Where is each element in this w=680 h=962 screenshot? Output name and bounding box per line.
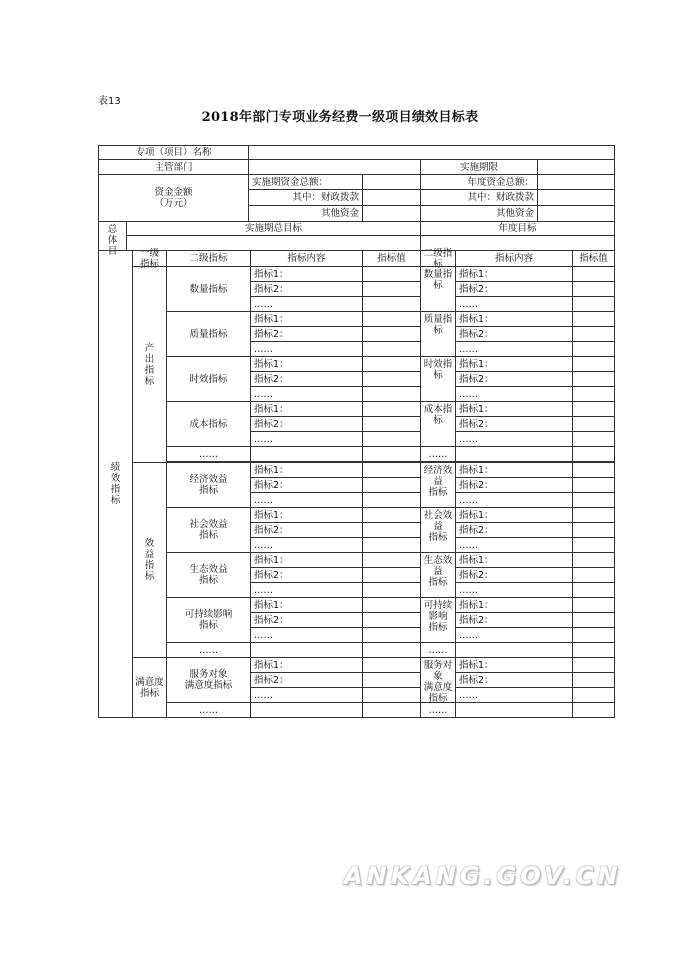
page-title: 2018年部门专项业务经费一级项目绩效目标表: [201, 110, 479, 125]
level1-header: [132, 247, 167, 270]
output-extra-annual-level2-text: ……: [428, 448, 448, 460]
economic-content-1-text: 指标1：: [254, 464, 289, 476]
quality-content-3-text: ……: [254, 343, 273, 355]
timeliness-annual-indicator-label-text: 时效指 标: [423, 359, 453, 381]
satisfaction-extra-level2: [166, 702, 251, 718]
economic-annual-value-3[interactable]: [572, 492, 615, 508]
period-fiscal-field[interactable]: [362, 189, 421, 206]
service-annual-content-2[interactable]: [455, 672, 573, 688]
quantity-value-2[interactable]: [362, 281, 421, 297]
sustainable-annual-value-1[interactable]: [572, 597, 615, 613]
value-header-text: 指标值: [377, 253, 406, 264]
ecological-value-1[interactable]: [362, 552, 421, 568]
ecological-content-1-text: 指标1：: [254, 554, 289, 566]
cost-annual-value-2[interactable]: [572, 416, 615, 432]
impl-period-field[interactable]: [537, 159, 615, 175]
level2-header: [166, 250, 251, 267]
quality-content-1-text: 指标1：: [254, 313, 289, 325]
timeliness-annual-value-2[interactable]: [572, 371, 615, 387]
timeliness-value-3[interactable]: [362, 386, 421, 402]
service-annual-indicator-label: [420, 657, 456, 703]
ecological-content-3[interactable]: [250, 582, 363, 598]
content-header-text: 指标内容: [287, 253, 326, 264]
quantity-content-2[interactable]: [250, 281, 363, 297]
benefit-extra-value: [362, 642, 421, 658]
dept-field[interactable]: [248, 159, 421, 175]
economic-annual-indicator-label-text: 经济效 益 指标: [423, 465, 453, 498]
social-content-3-text: ……: [254, 539, 273, 551]
social-annual-indicator-label-text: 社会效 益 指标: [423, 510, 453, 543]
sustainable-annual-content-2[interactable]: [455, 612, 573, 628]
timeliness-annual-content-2[interactable]: [455, 371, 573, 387]
cost-content-1[interactable]: [250, 401, 363, 417]
service-annual-value-1[interactable]: [572, 657, 615, 673]
social-indicator-label-text: 社会效益 指标: [189, 519, 228, 541]
cost-annual-value-1[interactable]: [572, 401, 615, 417]
quantity-annual-value-2[interactable]: [572, 281, 615, 297]
social-annual-content-3[interactable]: [455, 537, 573, 553]
ecological-annual-content-1[interactable]: [455, 552, 573, 568]
quantity-annual-content-1[interactable]: [455, 266, 573, 282]
cost-annual-indicator-label: [420, 401, 456, 447]
service-value-1[interactable]: [362, 657, 421, 673]
output-extra-content: [250, 446, 363, 462]
quantity-annual-content-3-text: ……: [459, 298, 478, 310]
service-annual-content-3-text: ……: [459, 689, 478, 701]
quality-annual-value-1[interactable]: [572, 311, 615, 327]
cost-content-1-text: 指标1：: [254, 403, 289, 415]
satisfaction-extra-level2-text: ……: [199, 704, 218, 716]
ecological-content-2[interactable]: [250, 567, 363, 583]
annual-goal-label-text: 年度目标: [498, 223, 537, 234]
timeliness-value-2[interactable]: [362, 371, 421, 387]
output-extra-level2: [166, 446, 251, 462]
output-indicators-label: [132, 266, 167, 463]
sustainable-value-3[interactable]: [362, 627, 421, 643]
output-extra-level2-text: ……: [199, 448, 218, 460]
quality-content-2-text: 指标2：: [254, 328, 289, 340]
sustainable-annual-indicator-label: [420, 597, 456, 643]
sustainable-content-3[interactable]: [250, 627, 363, 643]
level2-header-text: 二级指标: [189, 253, 228, 264]
period-other-field[interactable]: [362, 205, 421, 222]
cost-annual-content-2-text: 指标2：: [459, 418, 494, 430]
period-total-field[interactable]: [362, 174, 421, 190]
timeliness-annual-content-3-text: ……: [459, 388, 478, 400]
social-value-1[interactable]: [362, 507, 421, 523]
performance-indicators-label: [98, 250, 133, 718]
annual-level2-header-text: 二级指标: [423, 247, 453, 270]
benefit-extra-level2-text: ……: [199, 644, 218, 656]
timeliness-annual-content-3[interactable]: [455, 386, 573, 402]
quality-value-3[interactable]: [362, 341, 421, 357]
timeliness-content-2-text: 指标2：: [254, 373, 289, 385]
cost-annual-content-3-text: ……: [459, 433, 478, 445]
social-content-2[interactable]: [250, 522, 363, 538]
period-other-label-text: 其他资金: [320, 208, 359, 219]
quality-indicator-label-text: 质量指标: [189, 328, 228, 340]
output-indicators-label-text: 产 出 指 标: [144, 342, 155, 387]
sustainable-annual-value-2[interactable]: [572, 612, 615, 628]
social-indicator-label: [166, 507, 251, 553]
quality-annual-content-2-text: 指标2：: [459, 328, 494, 340]
quantity-content-1-text: 指标1：: [254, 268, 289, 280]
cost-indicator-label-text: 成本指标: [189, 418, 228, 430]
period-goal-label-text: 实施期总目标: [244, 223, 302, 234]
social-annual-value-2[interactable]: [572, 522, 615, 538]
period-other-label: [248, 205, 363, 222]
service-annual-content-1-text: 指标1：: [459, 659, 494, 671]
quantity-value-3[interactable]: [362, 296, 421, 312]
cost-value-3[interactable]: [362, 431, 421, 447]
social-annual-content-3-text: ……: [459, 539, 478, 551]
satisfaction-extra-value: [362, 702, 421, 718]
sustainable-annual-content-2-text: 指标2：: [459, 614, 494, 626]
sustainable-content-1-text: 指标1：: [254, 599, 289, 611]
ecological-value-2[interactable]: [362, 567, 421, 583]
economic-indicator-label-text: 经济效益 指标: [189, 474, 228, 496]
quality-annual-value-2[interactable]: [572, 326, 615, 342]
funding-label-text: 资金金额 （万元）: [154, 187, 193, 209]
sustainable-annual-indicator-label-text: 可持续 影响 指标: [423, 600, 453, 633]
page-label: 表13: [98, 96, 121, 107]
satisfaction-extra-annual-level2: [420, 702, 456, 718]
timeliness-annual-indicator-label: [420, 356, 456, 402]
annual-content-header: [455, 250, 573, 267]
ecological-annual-indicator-label-text: 生态效 益 指标: [423, 555, 453, 588]
ecological-annual-content-2-text: 指标2：: [459, 569, 494, 581]
satisfaction-extra-annual-level2-text: ……: [428, 704, 448, 716]
social-value-3[interactable]: [362, 537, 421, 553]
level1-header-text: 一级 指标: [139, 247, 159, 270]
benefit-extra-content: [250, 642, 363, 658]
quantity-annual-value-3[interactable]: [572, 296, 615, 312]
timeliness-indicator-label: [166, 356, 251, 402]
ecological-annual-value-1[interactable]: [572, 552, 615, 568]
timeliness-annual-content-2-text: 指标2：: [459, 373, 494, 385]
cost-content-2-text: 指标2：: [254, 418, 289, 430]
service-content-3[interactable]: [250, 687, 363, 703]
quantity-indicator-label-text: 数量指标: [189, 283, 228, 295]
quantity-content-3[interactable]: [250, 296, 363, 312]
service-content-2-text: 指标2：: [254, 674, 289, 686]
sustainable-value-1[interactable]: [362, 597, 421, 613]
sustainable-content-2[interactable]: [250, 612, 363, 628]
annual-fiscal-field[interactable]: [537, 189, 615, 206]
benefit-indicators-label: [132, 462, 167, 658]
sustainable-annual-content-1[interactable]: [455, 597, 573, 613]
quality-content-3[interactable]: [250, 341, 363, 357]
timeliness-content-1[interactable]: [250, 356, 363, 372]
project-name-label-text: 专项（项目）名称: [135, 147, 212, 158]
quantity-value-1[interactable]: [362, 266, 421, 282]
economic-content-3[interactable]: [250, 492, 363, 508]
satisfaction-indicators-label: [132, 657, 167, 718]
service-annual-value-2[interactable]: [572, 672, 615, 688]
project-name-field[interactable]: [248, 145, 615, 160]
benefit-extra-annual-value: [572, 642, 615, 658]
quantity-annual-content-2-text: 指标2：: [459, 283, 494, 295]
quantity-content-1[interactable]: [250, 266, 363, 282]
cost-content-3[interactable]: [250, 431, 363, 447]
timeliness-annual-value-1[interactable]: [572, 356, 615, 372]
performance-indicators-label-text: 绩 效 指 标: [110, 462, 121, 506]
quantity-annual-value-1[interactable]: [572, 266, 615, 282]
sustainable-indicator-label-text: 可持续影响 指标: [184, 609, 233, 631]
quantity-annual-indicator-label-text: 数量指 标: [423, 269, 453, 291]
sustainable-annual-content-3[interactable]: [455, 627, 573, 643]
quantity-annual-content-1-text: 指标1：: [459, 268, 494, 280]
value-header: [362, 250, 421, 267]
period-goal-field[interactable]: [126, 235, 421, 251]
watermark: ANKANG.GOV.CN: [344, 862, 622, 890]
annual-other-label: [420, 205, 538, 222]
quantity-content-3-text: ……: [254, 298, 273, 310]
quality-annual-indicator-label: [420, 311, 456, 357]
economic-annual-content-3[interactable]: [455, 492, 573, 508]
economic-content-3-text: ……: [254, 494, 273, 506]
economic-content-2[interactable]: [250, 477, 363, 493]
output-extra-value: [362, 446, 421, 462]
sustainable-content-3-text: ……: [254, 629, 273, 641]
project-name-label: [98, 145, 249, 160]
cost-value-1[interactable]: [362, 401, 421, 417]
sustainable-content-2-text: 指标2：: [254, 614, 289, 626]
timeliness-content-3-text: ……: [254, 388, 273, 400]
quality-content-1[interactable]: [250, 311, 363, 327]
annual-fiscal-label: [420, 189, 538, 206]
quality-value-2[interactable]: [362, 326, 421, 342]
ecological-annual-content-3-text: ……: [459, 584, 478, 596]
output-extra-annual-level2: [420, 446, 456, 462]
economic-indicator-label: [166, 462, 251, 508]
ecological-annual-content-3[interactable]: [455, 582, 573, 598]
cost-annual-content-3[interactable]: [455, 431, 573, 447]
annual-other-label-text: 其他资金: [495, 208, 534, 219]
ecological-content-3-text: ……: [254, 584, 273, 596]
quantity-content-2-text: 指标2：: [254, 283, 289, 295]
content-header: [250, 250, 363, 267]
social-content-1[interactable]: [250, 507, 363, 523]
quality-annual-content-2[interactable]: [455, 326, 573, 342]
social-content-3[interactable]: [250, 537, 363, 553]
cost-annual-content-2[interactable]: [455, 416, 573, 432]
quality-annual-content-1-text: 指标1：: [459, 313, 494, 325]
annual-other-field[interactable]: [537, 205, 615, 222]
ecological-indicator-label: [166, 552, 251, 598]
economic-annual-value-2[interactable]: [572, 477, 615, 493]
impl-period-label: [420, 159, 538, 175]
overall-target-label: [98, 221, 127, 257]
benefit-extra-annual-level2-text: ……: [428, 644, 448, 656]
annual-total-label-text: 年度资金总额：: [467, 176, 534, 188]
timeliness-content-3[interactable]: [250, 386, 363, 402]
social-annual-content-1-text: 指标1：: [459, 509, 494, 521]
impl-period-label-text: 实施期限: [459, 161, 498, 173]
cost-annual-value-3[interactable]: [572, 431, 615, 447]
quality-content-2[interactable]: [250, 326, 363, 342]
ecological-annual-content-1-text: 指标1：: [459, 554, 494, 566]
social-content-1-text: 指标1：: [254, 509, 289, 521]
annual-value-header-text: 指标值: [579, 253, 608, 264]
timeliness-annual-content-1[interactable]: [455, 356, 573, 372]
service-content-1-text: 指标1：: [254, 659, 289, 671]
output-extra-annual-content: [455, 446, 573, 462]
cost-content-3-text: ……: [254, 433, 273, 445]
ecological-content-2-text: 指标2：: [254, 569, 289, 581]
service-annual-value-3[interactable]: [572, 687, 615, 703]
service-value-3[interactable]: [362, 687, 421, 703]
period-total-label-text: 实施期资金总额：: [252, 176, 329, 188]
service-annual-content-3[interactable]: [455, 687, 573, 703]
quality-annual-content-1[interactable]: [455, 311, 573, 327]
social-annual-value-1[interactable]: [572, 507, 615, 523]
ecological-annual-indicator-label: [420, 552, 456, 598]
sustainable-annual-value-3[interactable]: [572, 627, 615, 643]
quality-annual-indicator-label-text: 质量指 标: [423, 314, 453, 336]
economic-annual-content-1-text: 指标1：: [459, 464, 494, 476]
ecological-annual-value-2[interactable]: [572, 567, 615, 583]
timeliness-indicator-label-text: 时效指标: [189, 373, 228, 385]
satisfaction-extra-content: [250, 702, 363, 718]
overall-target-label-text: 总 体 目: [107, 224, 118, 257]
quality-annual-content-3[interactable]: [455, 341, 573, 357]
benefit-extra-annual-level2: [420, 642, 456, 658]
service-content-2[interactable]: [250, 672, 363, 688]
ecological-value-3[interactable]: [362, 582, 421, 598]
quantity-annual-indicator-label: [420, 266, 456, 312]
benefit-indicators-label-text: 效 益 指 标: [144, 538, 155, 582]
timeliness-annual-value-3[interactable]: [572, 386, 615, 402]
service-content-1[interactable]: [250, 657, 363, 673]
quality-annual-value-3[interactable]: [572, 341, 615, 357]
annual-total-label: [420, 174, 538, 190]
economic-annual-value-1[interactable]: [572, 462, 615, 478]
social-annual-value-3[interactable]: [572, 537, 615, 553]
dept-label: [98, 159, 249, 175]
sustainable-annual-content-3-text: ……: [459, 629, 478, 641]
annual-goal-label: [420, 221, 615, 236]
economic-annual-content-3-text: ……: [459, 494, 478, 506]
economic-content-1[interactable]: [250, 462, 363, 478]
benefit-extra-level2: [166, 642, 251, 658]
period-fiscal-label: [248, 189, 363, 206]
service-annual-content-2-text: 指标2：: [459, 674, 494, 686]
economic-value-3[interactable]: [362, 492, 421, 508]
timeliness-content-2[interactable]: [250, 371, 363, 387]
ecological-annual-content-2[interactable]: [455, 567, 573, 583]
service-annual-indicator-label-text: 服务对 象 满意度 指标: [423, 660, 453, 704]
service-indicator-label: [166, 657, 251, 703]
quantity-annual-content-3[interactable]: [455, 296, 573, 312]
satisfaction-extra-annual-content: [455, 702, 573, 718]
economic-value-1[interactable]: [362, 462, 421, 478]
output-extra-annual-value: [572, 446, 615, 462]
cost-value-2[interactable]: [362, 416, 421, 432]
economic-annual-content-2-text: 指标2：: [459, 479, 494, 491]
sustainable-annual-content-1-text: 指标1：: [459, 599, 494, 611]
sustainable-value-2[interactable]: [362, 612, 421, 628]
benefit-extra-annual-content: [455, 642, 573, 658]
cost-annual-content-1-text: 指标1：: [459, 403, 494, 415]
cost-annual-content-1[interactable]: [455, 401, 573, 417]
social-content-2-text: 指标2：: [254, 524, 289, 536]
quantity-annual-content-2[interactable]: [455, 281, 573, 297]
satisfaction-extra-annual-value: [572, 702, 615, 718]
economic-annual-content-1[interactable]: [455, 462, 573, 478]
ecological-annual-value-3[interactable]: [572, 582, 615, 598]
cost-annual-indicator-label-text: 成本指 标: [423, 404, 453, 426]
cost-indicator-label: [166, 401, 251, 447]
social-value-2[interactable]: [362, 522, 421, 538]
economic-content-2-text: 指标2：: [254, 479, 289, 491]
service-annual-content-1[interactable]: [455, 657, 573, 673]
quality-indicator-label: [166, 311, 251, 357]
social-annual-content-2[interactable]: [455, 522, 573, 538]
period-fiscal-label-text: 其中：财政拨款: [292, 192, 359, 203]
economic-annual-indicator-label: [420, 462, 456, 508]
ecological-content-1[interactable]: [250, 552, 363, 568]
dept-label-text: 主管部门: [154, 161, 193, 173]
annual-level2-header: [420, 247, 456, 270]
annual-fiscal-label-text: 其中：财政拨款: [467, 192, 534, 203]
social-annual-content-1[interactable]: [455, 507, 573, 523]
sustainable-indicator-label: [166, 597, 251, 643]
ecological-indicator-label-text: 生态效益 指标: [189, 564, 228, 586]
cost-content-2[interactable]: [250, 416, 363, 432]
service-indicator-label-text: 服务对象 满意度指标: [184, 669, 233, 691]
satisfaction-indicators-label-text: 满意度 指标: [135, 676, 164, 699]
quality-value-1[interactable]: [362, 311, 421, 327]
social-annual-indicator-label: [420, 507, 456, 553]
timeliness-annual-content-1-text: 指标1：: [459, 358, 494, 370]
quality-annual-content-3-text: ……: [459, 343, 478, 355]
social-annual-content-2-text: 指标2：: [459, 524, 494, 536]
service-value-2[interactable]: [362, 672, 421, 688]
funding-label: [98, 174, 249, 222]
timeliness-content-1-text: 指标1：: [254, 358, 289, 370]
annual-content-header-text: 指标内容: [494, 253, 533, 264]
quantity-indicator-label: [166, 266, 251, 312]
sustainable-content-1[interactable]: [250, 597, 363, 613]
annual-total-field[interactable]: [537, 174, 615, 190]
period-total-label: [248, 174, 363, 190]
service-content-3-text: ……: [254, 689, 273, 701]
economic-annual-content-2[interactable]: [455, 477, 573, 493]
period-goal-label: [126, 221, 421, 236]
annual-value-header: [572, 250, 615, 267]
economic-value-2[interactable]: [362, 477, 421, 493]
timeliness-value-1[interactable]: [362, 356, 421, 372]
